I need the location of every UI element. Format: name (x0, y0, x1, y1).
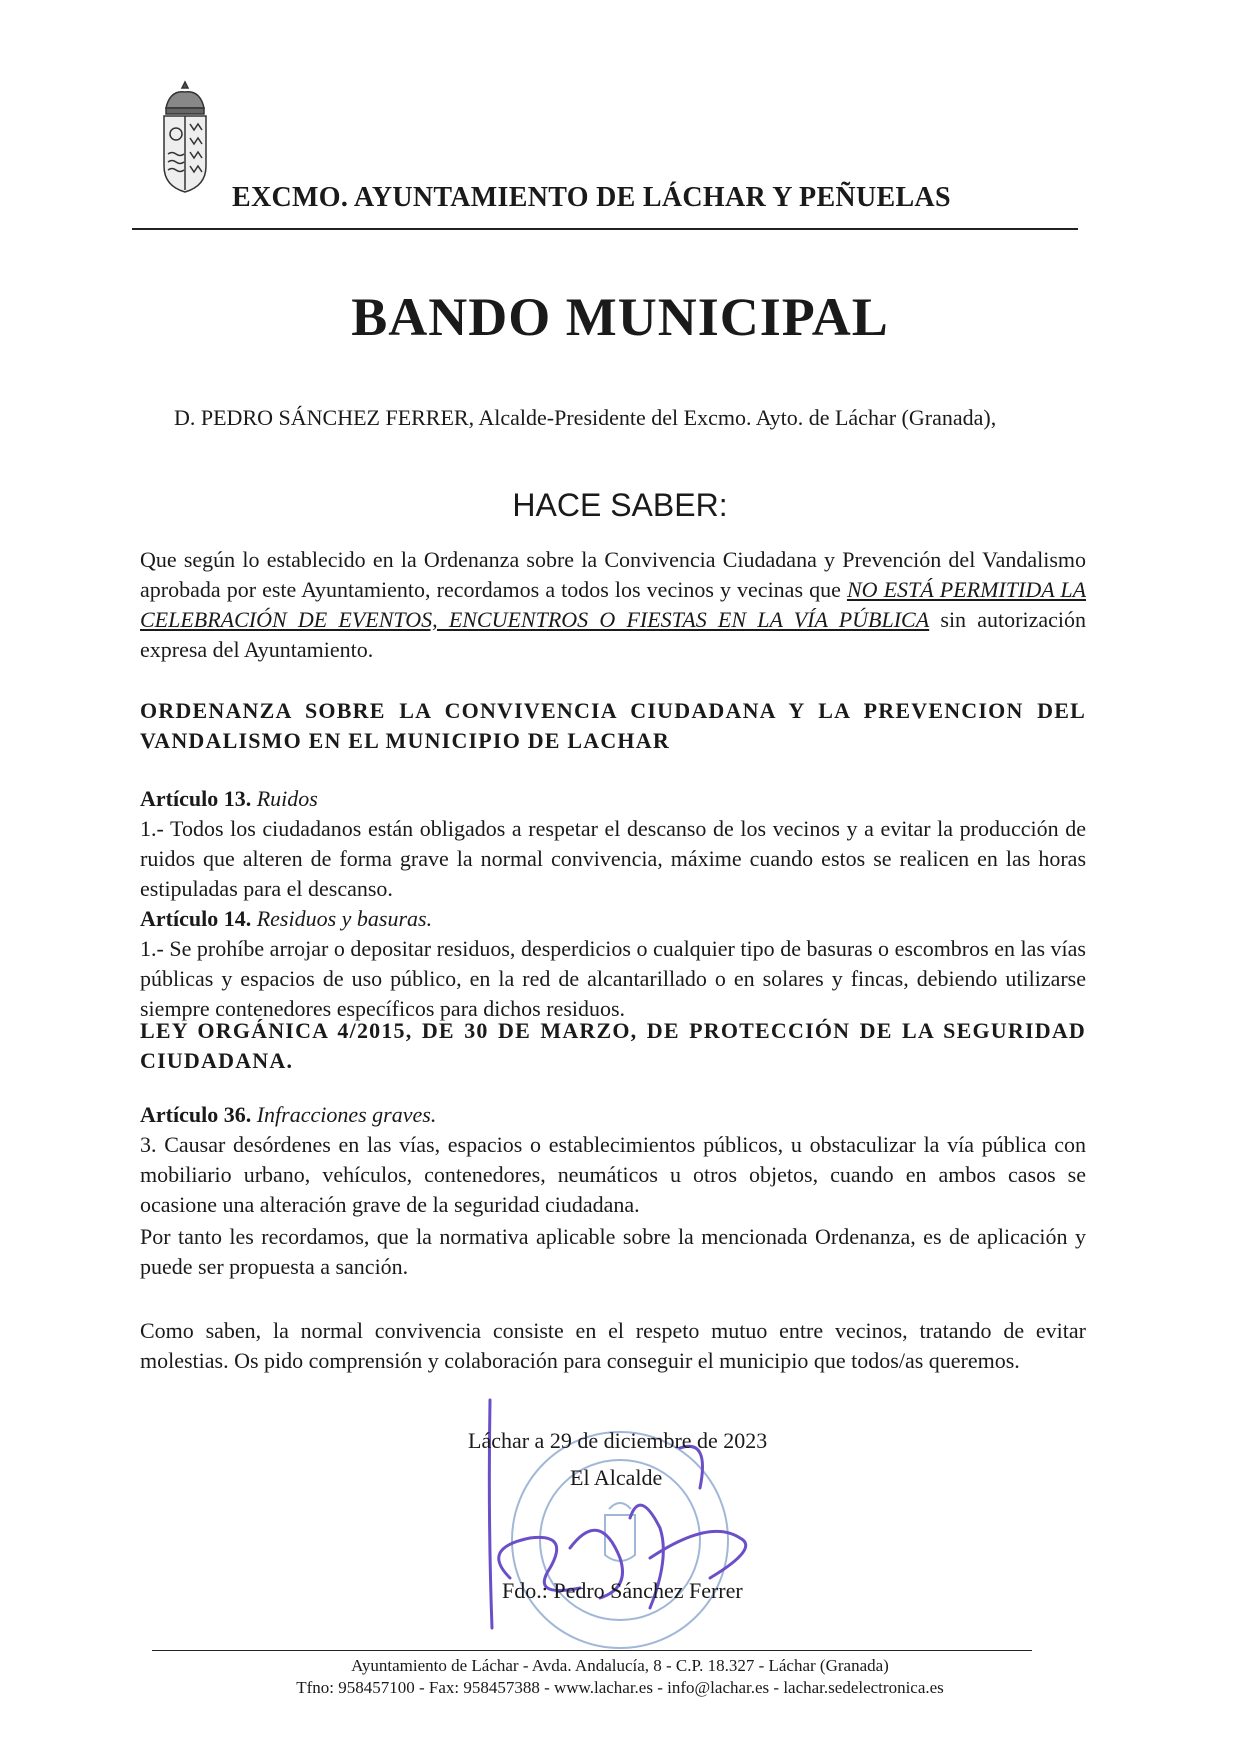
ordinance-articles (140, 784, 1086, 1024)
article-13-subject: Ruidos (256, 786, 318, 811)
law-heading: LEY ORGÁNICA 4/2015, DE 30 DE MARZO, DE PROTECCIÓN DE LA SEGURIDAD CIUDADANA. (140, 1018, 1086, 1073)
intro-text-before: Que según lo establecido en la Ordenanza sobre la Convivencia Ciudadana y Prevención del Vandalismo aprobada por este Ayuntamiento, recordamos a todos los vecinos y vecinas que (140, 547, 1086, 602)
ordinance-heading: ORDENANZA SOBRE LA CONVIVENCIA CIUDADANA Y LA PREVENCION DEL VANDALISMO EN EL MUNICIPIO DE LACHAR (140, 698, 1086, 753)
institution-name: EXCMO. AYUNTAMIENTO DE LÁCHAR Y PEÑUELAS (232, 182, 951, 213)
law-article (140, 1100, 1086, 1220)
mayor-intro: D. PEDRO SÁNCHEZ FERRER, Alcalde-Presidente del Excmo. Ayto. de Láchar (Granada), (174, 405, 997, 430)
closing-paragraph-1: Por tanto les recordamos, que la normativa aplicable sobre la mencionada Ordenanza, es de aplicación y puede ser propuesta a sanción. (140, 1224, 1086, 1279)
closing-paragraph-2: Como saben, la normal convivencia consiste en el respeto mutuo entre vecinos, tratando de evitar molestias. Os pido comprensión y colaboración para conseguir el municipio que todos/as queremos. (140, 1318, 1086, 1373)
intro-emphasis: NO ESTÁ PERMITIDA LA CELEBRACIÓN DE EVENTOS, ENCUENTROS O FIESTAS EN LA VÍA PÚBLICA (140, 577, 1087, 632)
signatory-role: El Alcalde (570, 1465, 663, 1490)
header-divider (132, 228, 1078, 230)
place-and-date: Láchar a 29 de diciembre de 2023 (468, 1428, 768, 1453)
coat-of-arms-icon (152, 78, 218, 198)
article-36-text: 3. Causar desórdenes en las vías, espacios o establecimientos públicos, u obstaculizar la vía pública con mobiliario urbano, vehículos, contenedores, neumáticos u otros objetos, cuando en ambos casos se ocasione una alteración grave de la seguridad ciudadana. (140, 1132, 1086, 1217)
article-36-subject: Infracciones graves. (256, 1102, 437, 1127)
article-13-label: Artículo 13. (140, 786, 252, 811)
announcement-heading: HACE SABER: (512, 487, 728, 523)
signatory-name: Fdo.: Pedro Sánchez Ferrer (502, 1578, 743, 1603)
document-title: BANDO MUNICIPAL (351, 287, 889, 347)
footer-address: Ayuntamiento de Láchar - Avda. Andalucía, 8 - C.P. 18.327 - Láchar (Granada) (351, 1656, 889, 1675)
footer-divider (152, 1650, 1032, 1651)
article-36-label: Artículo 36. (140, 1102, 252, 1127)
footer-contact: Tfno: 958457100 - Fax: 958457388 - www.lachar.es - info@lachar.es - lachar.sedelectronica.es (296, 1678, 944, 1697)
article-14-title (140, 904, 1086, 934)
article-13-title (140, 784, 1086, 814)
article-36-title (140, 1100, 1086, 1130)
article-13-text: 1.- Todos los ciudadanos están obligados a respetar el descanso de los vecinos y a evitar la producción de ruidos que alteren de forma grave la normal convivencia, máxime cuando estos se realicen en las horas estipuladas para el descanso. (140, 816, 1086, 901)
intro-paragraph (140, 545, 1086, 665)
article-14-label: Artículo 14. (140, 906, 252, 931)
intro-text-after: sin autorización expresa del Ayuntamiento. (140, 607, 1086, 662)
article-14-subject: Residuos y basuras. (256, 906, 433, 931)
article-14-text: 1.- Se prohíbe arrojar o depositar residuos, desperdicios o cualquier tipo de basuras o escombros en las vías públicas y espacios de uso público, en la red de alcantarillado o en solares y fincas, debiendo utilizarse siempre contenedores específicos para dichos residuos. (140, 936, 1086, 1021)
